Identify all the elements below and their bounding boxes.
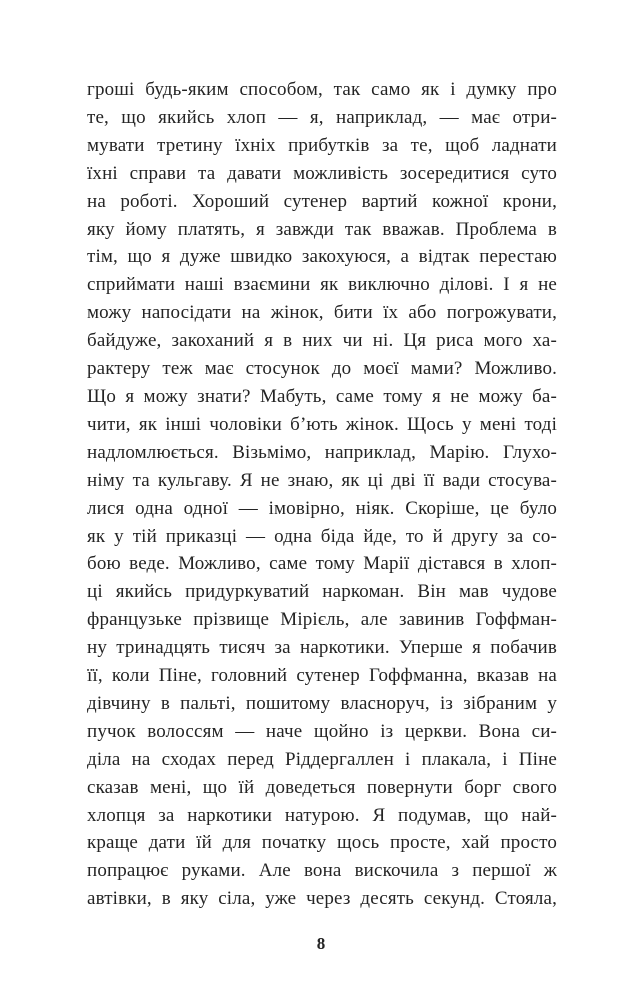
text-line: ці якийсь придуркуватий наркоман. Він мав чудове — [87, 581, 557, 603]
text-line: рактеру теж має стосунок до моєї мами? Можливо. — [87, 358, 557, 380]
text-line: чити, як інші чоловіки б’ють жінок. Щось у мені тоді — [87, 413, 557, 435]
text-line: діла на сходах перед Ріддергаллен і плакала, і Піне — [87, 748, 557, 770]
text-line: попрацює руками. Але вона вискочила з першої ж — [87, 860, 557, 882]
text-block — [87, 76, 557, 913]
text-line: краще дати їй для початку щось просте, хай просто — [87, 832, 557, 854]
text-line: надломлюється. Візьмімо, наприклад, Марію. Глухо- — [87, 441, 557, 463]
text-line: Що я можу знати? Мабуть, саме тому я не можу ба- — [87, 385, 557, 407]
text-line: лися одна одної — імовірно, ніяк. Скоріше, це було — [87, 497, 557, 519]
text-line: німу та кульгаву. Я не знаю, як ці дві її вади стосува- — [87, 469, 557, 491]
text-line: гроші будь-яким способом, так само як і думку про — [87, 79, 557, 100]
text-line: французьке прізвище Мірієль, але завинив Гоффман- — [87, 609, 557, 631]
text-line: сприймати наші взаємини як виключно ділові. І я не — [87, 274, 557, 296]
text-line: яку йому платять, я завжди так вважав. Проблема в — [87, 218, 557, 240]
text-line: можу напосідати на жінок, бити їх або погрожувати, — [87, 302, 557, 324]
text-line: бою веде. Можливо, саме тому Марії дістався в хлоп- — [87, 553, 557, 575]
text-line: їхні справи та давати можливість зосередитися суто — [87, 162, 557, 184]
text-line: на роботі. Хороший сутенер вартий кожної крони, — [87, 190, 557, 212]
text-line: її, коли Піне, головний сутенер Гоффманна, вказав на — [87, 665, 557, 687]
text-line: те, що якийсь хлоп — я, наприклад, — має отри- — [87, 106, 557, 128]
text-line: сказав мені, що їй доведеться повернути борг свого — [87, 776, 557, 798]
page-number: 8 — [316, 934, 326, 953]
text-line: хлопця за наркотики натурою. Я подумав, що най- — [87, 804, 557, 826]
text-line: мувати третину їхніх прибутків за те, щоб ладнати — [87, 134, 557, 156]
text-line: тім, що я дуже швидко закохуюся, а відтак перестаю — [87, 246, 557, 268]
text-line: байдуже, закоханий я в них чи ні. Ця риса мого ха- — [87, 330, 557, 352]
text-line: ну тринадцять тисяч за наркотики. Уперше я побачив — [87, 637, 557, 659]
text-line: автівки, в яку сіла, уже через десять секунд. Стояла, — [87, 888, 557, 910]
text-line: пучок волоссям — наче щойно із церкви. Вона си- — [87, 720, 557, 742]
text-line: дівчину в пальті, пошитому власноруч, із зібраним у — [87, 692, 557, 714]
text-line: як у тій приказці — одна біда йде, то й другу за со- — [87, 525, 557, 547]
